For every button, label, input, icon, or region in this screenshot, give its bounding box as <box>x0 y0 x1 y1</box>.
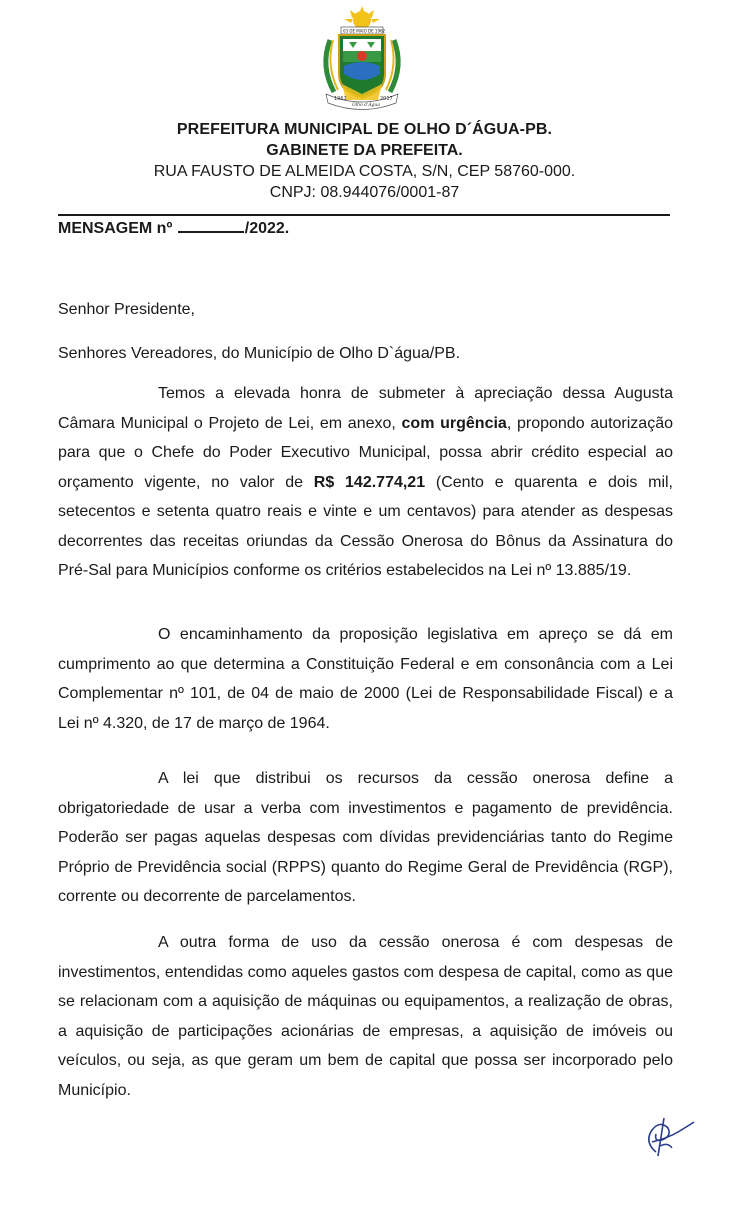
salutation-president: Senhor Presidente, <box>58 301 195 318</box>
svg-text:Olho d'Água: Olho d'Água <box>352 103 380 108</box>
paragraph-1: Temos a elevada honra de submeter à apreciação dessa Augusta Câmara Municipal o Projeto de Lei, em anexo, com urgência, propondo autorização para que o Chefe do Poder Executivo Municipal, possa abrir crédito especial ao orçamento vigente, no valor de R$ 142.774,21 (Cento e quarenta e dois mil, setecentos e setenta quatro reais e vinte e um centavos) para atender as despesas decorrentes das receitas oriundas da Cessão Onerosa do Bônus da Assinatura do Pré-Sal para Municípios conforme os critérios estabelecidos na Lei nº 13.885/19. <box>58 385 674 579</box>
svg-text:1962: 1962 <box>334 96 347 102</box>
letterhead <box>0 119 729 203</box>
message-number-blank <box>178 219 244 233</box>
signature-initials <box>638 1112 698 1164</box>
paragraph-2: O encaminhamento da proposição legislativa em apreço se dá em cumprimento ao que determina a Constituição Federal e em consonância com a Lei Complementar nº 101, de 04 de maio de 2000 (Lei de Responsabilidade Fiscal) e a Lei nº 4.320, de 17 de março de 1964. <box>58 626 673 732</box>
message-label: MENSAGEM nº <box>58 220 173 237</box>
header-address: RUA FAUSTO DE ALMEIDA COSTA, S/N, CEP 58760-000. <box>153 163 576 180</box>
message-number <box>58 219 289 239</box>
header-subtitle: GABINETE DA PREFEITA. <box>266 142 463 159</box>
message-year: /2022. <box>244 220 290 237</box>
credit-amount: R$ 142.774,21 <box>313 473 426 491</box>
paragraph-4: A outra forma de uso da cessão onerosa é com despesas de investimentos, entendidas como aqueles gastos com despesa de capital, como as que se relacionam com a aquisição de máquinas ou equipamentos, a realização de obras, a aquisição de participações acionárias de empresas, a aquisição de imóveis ou veículos, ou seja, as que geram um bem de capital que possa ser incorporado pelo Município. <box>58 934 673 1099</box>
svg-text:03 DE MAIO DE 1962: 03 DE MAIO DE 1962 <box>343 28 386 34</box>
salutation-councillors: Senhores Vereadores, do Município de Olho D`água/PB. <box>58 345 461 362</box>
svg-text:2017: 2017 <box>380 96 393 102</box>
urgency-emphasis: com urgência <box>401 414 507 432</box>
paragraph-3: A lei que distribui os recursos da cessão onerosa define a obrigatoriedade de usar a verba com investimentos e pagamento de previdência. Poderão ser pagas aquelas despesas com dívidas previdenciárias tanto do Regime Próprio de Previdência social (RPPS) quanto do Regime Geral de Previdência (RGP), corrente ou decorrente de parcelamentos. <box>58 770 673 905</box>
municipal-crest-logo <box>316 6 408 110</box>
header-cnpj: CNPJ: 08.944076/0001-87 <box>269 184 460 201</box>
header-title: PREFEITURA MUNICIPAL DE OLHO D´ÁGUA-PB. <box>176 121 553 138</box>
header-divider <box>58 214 670 216</box>
